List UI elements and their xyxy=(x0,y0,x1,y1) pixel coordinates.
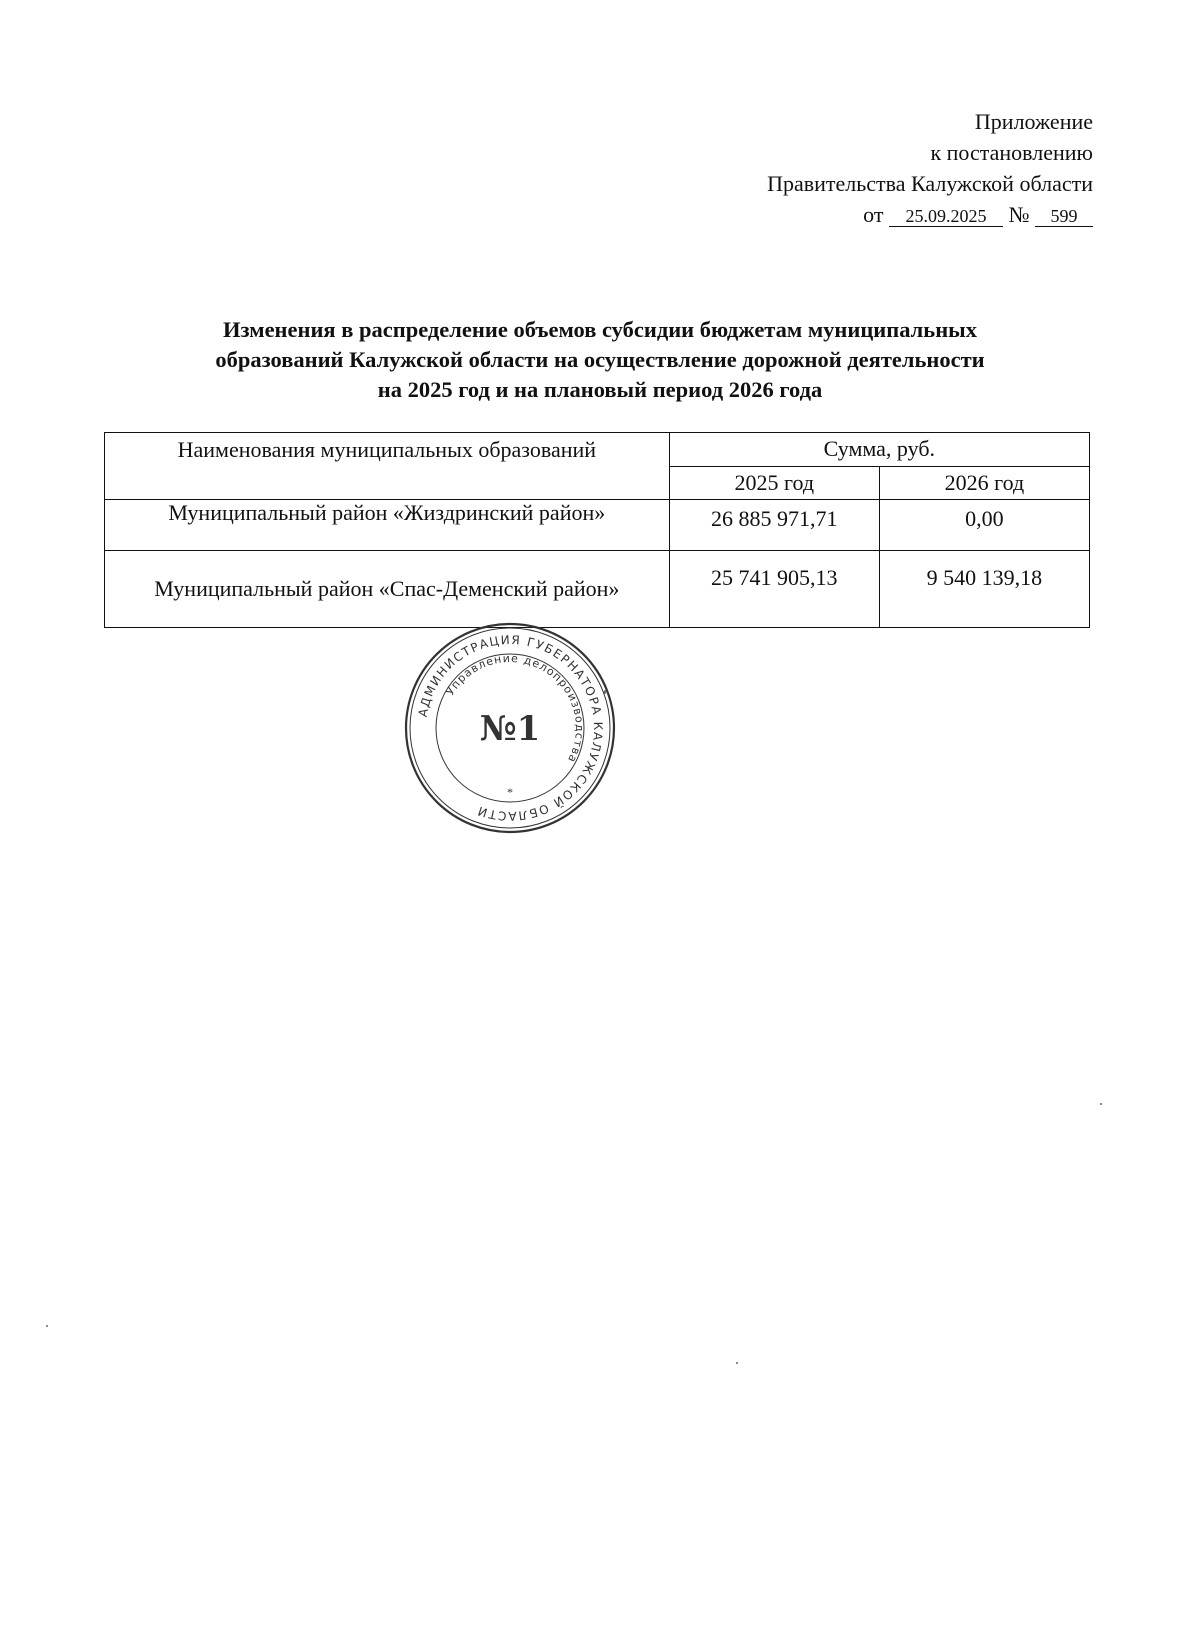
amount-2025: 26 885 971,71 xyxy=(669,500,879,551)
amount-2025: 25 741 905,13 xyxy=(669,551,879,628)
table-row xyxy=(105,500,1090,551)
municipality-name: Муниципальный район «Жиздринский район» xyxy=(105,500,670,551)
header-year-2026: 2026 год xyxy=(879,466,1089,500)
scan-speck xyxy=(736,1362,738,1364)
header-year-2025: 2025 год xyxy=(669,466,879,500)
appendix-authority: Правительства Калужской области xyxy=(767,171,1093,196)
decree-number: 599 xyxy=(1035,206,1093,227)
title-line-3: на 2025 год и на плановый период 2026 года xyxy=(377,377,823,402)
appendix-title: Приложение xyxy=(974,109,1093,134)
header-sum: Сумма, руб. xyxy=(669,433,1089,467)
seal-center-number: №1 xyxy=(479,709,541,749)
appendix-ref: к постановлению xyxy=(930,140,1093,165)
seal-inner-text: Управление делопроизводства xyxy=(443,651,587,766)
appendix-block xyxy=(767,106,1093,230)
title-line-1: Изменения в распределение объемов субсидии бюджетам муниципальных xyxy=(223,317,977,342)
header-municipality: Наименования муниципальных образований xyxy=(105,433,670,500)
scan-speck xyxy=(46,1325,48,1327)
document-title xyxy=(100,315,1100,405)
municipality-name: Муниципальный район «Спас-Деменский район» xyxy=(105,551,670,628)
appendix-date-number-line xyxy=(767,199,1093,230)
seal-star: * xyxy=(507,785,513,799)
amount-2026: 0,00 xyxy=(879,500,1089,551)
seal-outer-text: АДМИНИСТРАЦИЯ ГУБЕРНАТОРА КАЛУЖСКОЙ ОБЛАСТИ xyxy=(415,632,606,824)
subsidy-table xyxy=(104,432,1090,628)
scan-speck xyxy=(604,690,606,694)
scan-speck xyxy=(1100,1103,1102,1105)
title-line-2: образований Калужской области на осуществление дорожной деятельности xyxy=(215,347,985,372)
table-header-row xyxy=(105,433,1090,467)
number-label: № xyxy=(1008,202,1030,227)
official-seal xyxy=(400,618,620,838)
decree-date: 25.09.2025 xyxy=(889,206,1003,227)
amount-2026: 9 540 139,18 xyxy=(879,551,1089,628)
table-row xyxy=(105,551,1090,628)
from-label: от xyxy=(863,202,884,227)
